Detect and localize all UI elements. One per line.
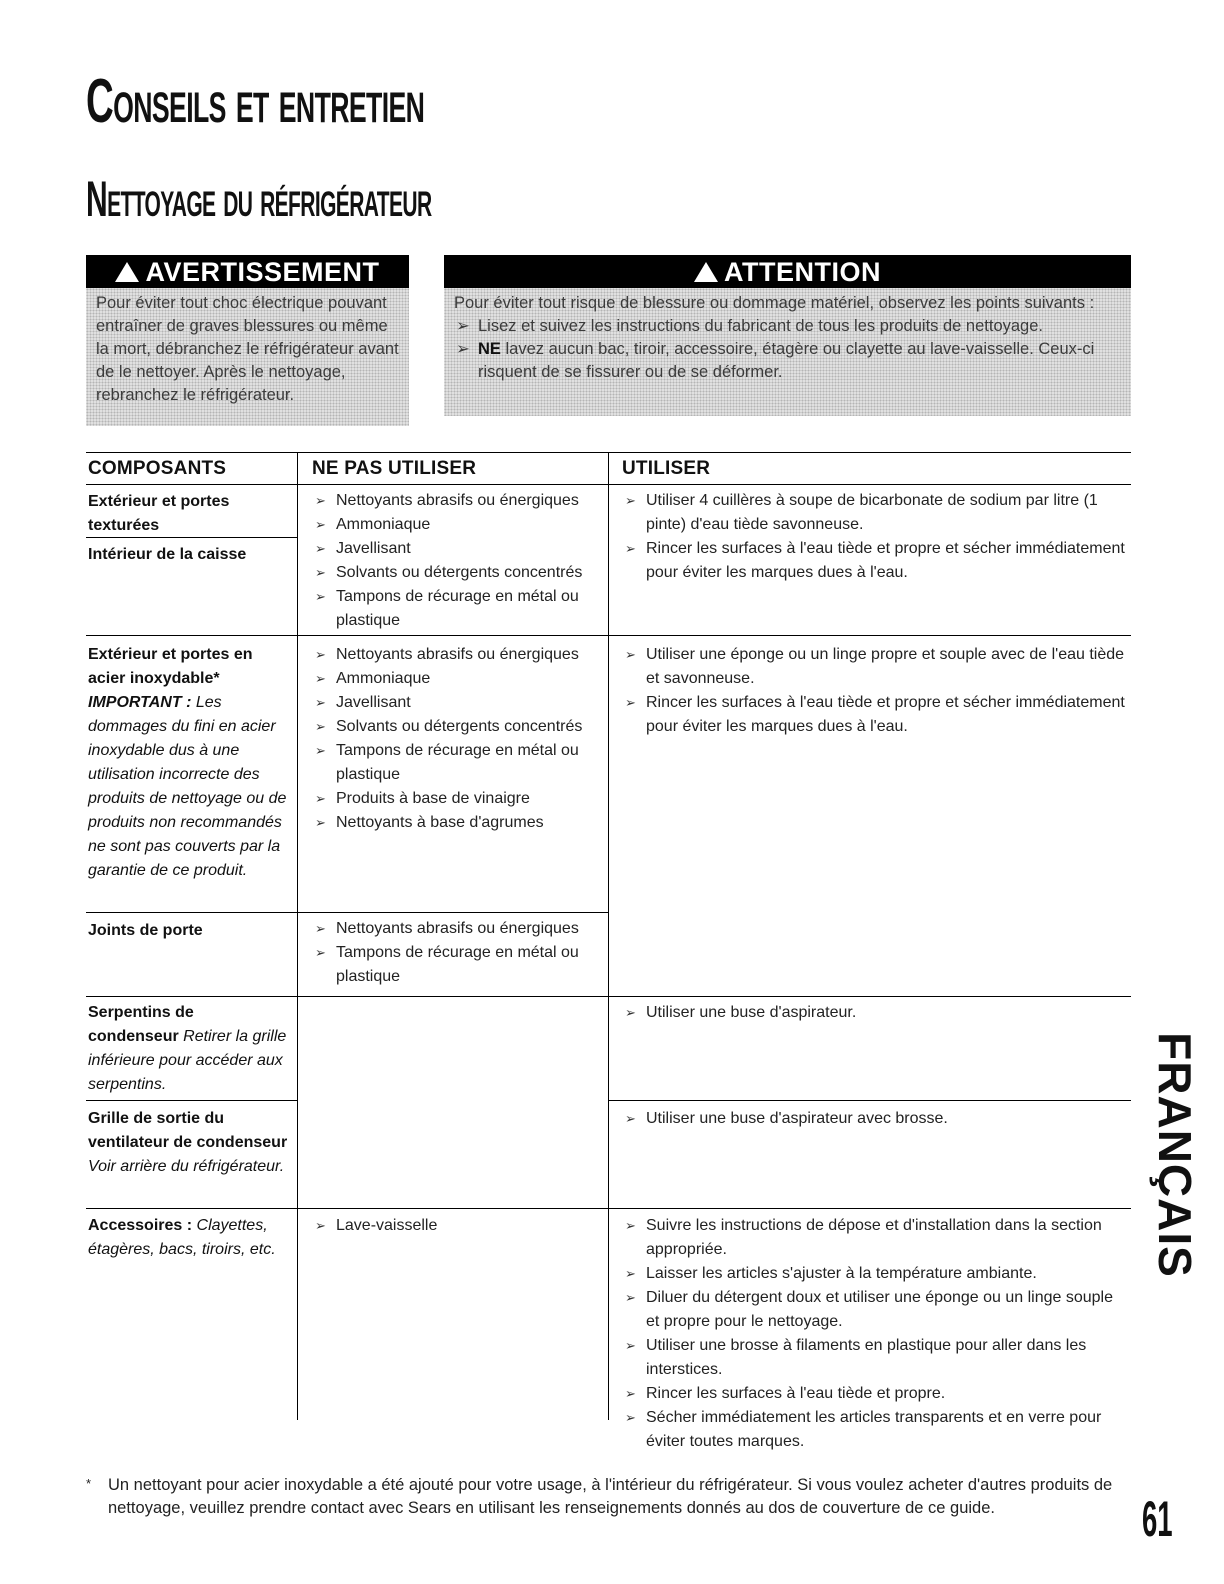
list-item: ➢ Solvants ou détergents concentrés (312, 715, 602, 739)
list-item: ➢ Rincer les surfaces à l'eau tiède et propre et sécher immédiatement pour éviter les marques dues à l'eau. (622, 537, 1127, 585)
list-item: ➢ Utiliser une brosse à filaments en plastique pour aller dans les interstices. (622, 1334, 1127, 1382)
row-divider (86, 996, 1131, 997)
list-item: ➢ Rincer les surfaces à l'eau tiède et propre et sécher immédiatement pour éviter les marques dues à l'eau. (622, 691, 1127, 739)
row-divider (86, 635, 1131, 636)
row1-do-not-use-list (312, 489, 602, 633)
caution-header (444, 255, 1131, 288)
caution-item: ➢ NE lavez aucun bac, tiroir, accessoire, étagère ou clayette au lave-vaisselle. Ceux-ci risquent de se fissurer ou de se déformer. (456, 340, 1095, 381)
row2-use-list (622, 643, 1127, 739)
row6-use-list (622, 1214, 1127, 1454)
component-accessories-label: Accessoires : (88, 1217, 193, 1234)
list-item: ➢ Sécher immédiatement les articles transparents et en verre pour éviter toutes marques. (622, 1406, 1127, 1454)
list-item: ➢ Nettoyants abrasifs ou énergiques (312, 489, 602, 513)
row2-do-not-use-list (312, 643, 602, 835)
list-item: ➢ Ammoniaque (312, 513, 602, 537)
page-number: 61 (1142, 1491, 1173, 1547)
caution-intro: Pour éviter tout risque de blessure ou dommage matériel, observez les points suivants : (454, 294, 1095, 312)
list-item: ➢ Lave-vaisselle (312, 1214, 602, 1238)
list-item: ➢ Utiliser une éponge ou un linge propre et souple avec de l'eau tiède et savonneuse. (622, 643, 1127, 691)
caution-box (444, 255, 1131, 416)
warning-box (86, 255, 409, 426)
warning-triangle-icon (694, 262, 718, 282)
warning-triangle-icon (115, 262, 139, 282)
list-item: ➢ Tampons de récurage en métal ou plastique (312, 941, 602, 989)
warning-body (86, 288, 409, 426)
list-item: ➢ Utiliser une buse d'aspirateur. (622, 1001, 1127, 1025)
row6-do-not-use-list (312, 1214, 602, 1238)
list-item: ➢ Laisser les articles s'ajuster à la température ambiante. (622, 1262, 1127, 1286)
list-item: ➢ Nettoyants abrasifs ou énergiques (312, 643, 602, 667)
caution-header-label: ATTENTION (724, 257, 881, 287)
row-divider (608, 1100, 1131, 1101)
caution-item: ➢ Lisez et suivez les instructions du fabricant de tous les produits de nettoyage. (454, 315, 1121, 338)
header-components: COMPOSANTS (88, 458, 227, 479)
arrow-bullet-icon: ➢ (456, 317, 470, 335)
component-door-gaskets: Joints de porte (88, 922, 203, 939)
row-divider (86, 912, 608, 913)
caution-body (444, 288, 1131, 416)
warning-text: Pour éviter tout choc électrique pouvant entraîner de graves blessures ou même la mort, débranchez le réfrigérateur avant de le nettoyer. Après le nettoyage, rebranchez le réfrigérateur. (96, 294, 399, 404)
page-title: Conseils et entretien (86, 67, 425, 136)
footnote (86, 1474, 1116, 1520)
component-cabinet-interior: Intérieur de la caisse (88, 546, 247, 563)
language-side-label (1150, 1005, 1200, 1305)
header-do-not-use: NE PAS UTILISER (312, 458, 477, 479)
important-text: Les dommages du fini en acier inoxydable dus à une utilisation incorrecte des produits de nettoyage ou de produits non recommandés ne sont pas couverts par la garantie de ce produit. (88, 694, 287, 879)
component-note: Voir arrière du réfrigérateur. (88, 1158, 285, 1175)
warning-header-label: AVERTISSEMENT (145, 257, 380, 287)
list-item: ➢ Nettoyants à base d'agrumes (312, 811, 602, 835)
list-item: ➢ Ammoniaque (312, 667, 602, 691)
list-item: ➢ Utiliser une buse d'aspirateur avec brosse. (622, 1107, 1127, 1131)
row-divider (86, 1208, 1131, 1209)
component-exterior-textured: Extérieur et portes texturées (88, 493, 230, 534)
row-divider (86, 1100, 297, 1101)
language-label: FRANÇAIS (1149, 1032, 1201, 1278)
section-title: Nettoyage du réfrigérateur (86, 171, 432, 227)
component-stainless-label: Extérieur et portes en acier inoxydable* (88, 646, 253, 687)
component-note: Clayettes, étagères, bacs, tiroirs, etc. (88, 1217, 276, 1258)
list-item: ➢ Rincer les surfaces à l'eau tiède et propre. (622, 1382, 1127, 1406)
important-label: IMPORTANT : (88, 694, 192, 711)
component-condenser-coils-label: Serpentins de condenseur (88, 1004, 194, 1045)
list-item: ➢ Javellisant (312, 691, 602, 715)
list-item: ➢ Tampons de récurage en métal ou plastique (312, 739, 602, 787)
header-use: UTILISER (622, 458, 711, 479)
component-condenser-coils (88, 1001, 288, 1097)
list-item: ➢ Produits à base de vinaigre (312, 787, 602, 811)
component-condenser-fan-grille (88, 1107, 288, 1179)
list-item: ➢ Nettoyants abrasifs ou énergiques (312, 917, 602, 941)
column-divider (297, 452, 298, 1420)
list-item: ➢ Javellisant (312, 537, 602, 561)
list-item: ➢ Suivre les instructions de dépose et d'installation dans la section appropriée. (622, 1214, 1127, 1262)
footnote-mark: * (86, 1476, 92, 1491)
component-condenser-fan-grille-label: Grille de sortie du ventilateur de condenseur (88, 1110, 288, 1151)
footnote-text: Un nettoyant pour acier inoxydable a été ajouté pour votre usage, à l'intérieur du réfrigérateur. Si vous voulez acheter d'autres produits de nettoyage, veuillez prendre contact avec Sears en utilisant les renseignements donnés au dos de couverture de ce guide. (108, 1476, 1113, 1517)
component-stainless (88, 643, 288, 883)
row3-do-not-use-list (312, 917, 602, 989)
list-item: ➢ Solvants ou détergents concentrés (312, 561, 602, 585)
warning-header (86, 255, 409, 288)
column-divider (608, 452, 609, 1420)
list-item: ➢ Diluer du détergent doux et utiliser une éponge ou un linge souple et propre pour le nettoyage. (622, 1286, 1127, 1334)
list-item: ➢ Utiliser 4 cuillères à soupe de bicarbonate de sodium par litre (1 pinte) d'eau tiède savonneuse. (622, 489, 1127, 537)
arrow-bullet-icon: ➢ (456, 340, 470, 358)
row4-use-list (622, 1001, 1127, 1025)
row1-use-list (622, 489, 1127, 585)
row5-use-list (622, 1107, 1127, 1131)
component-note: Retirer la grille inférieure pour accéder aux serpentins. (88, 1028, 287, 1093)
list-item: ➢ Tampons de récurage en métal ou plastique (312, 585, 602, 633)
component-accessories (88, 1214, 288, 1262)
